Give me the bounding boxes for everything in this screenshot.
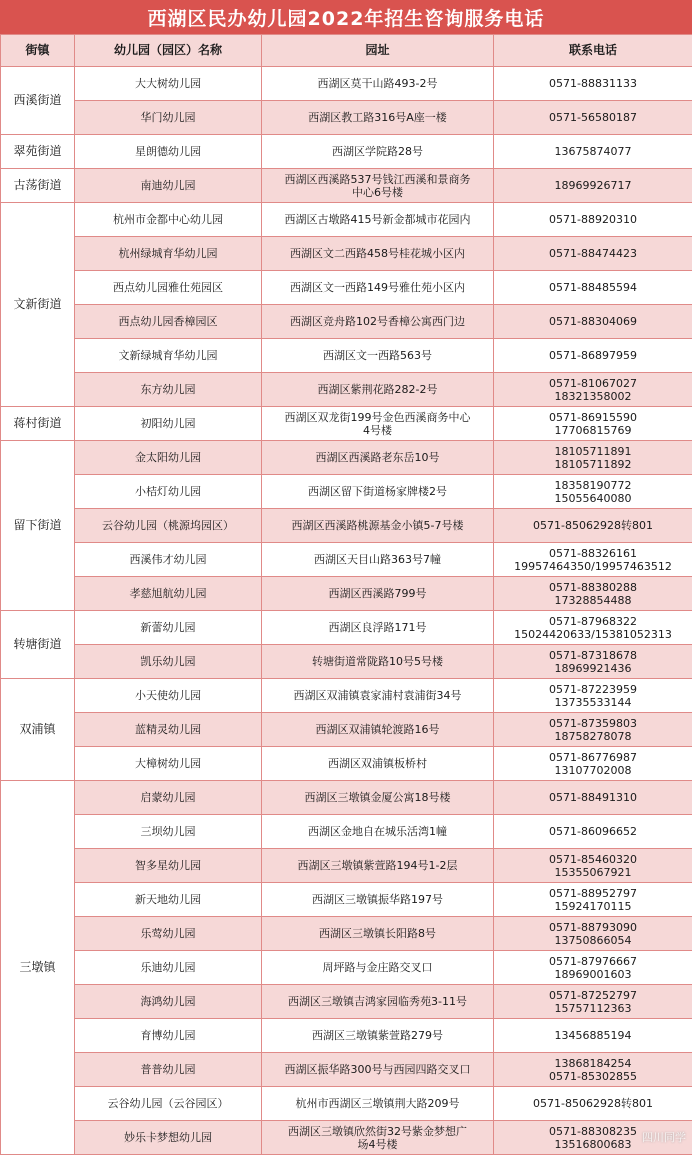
header-kindergarten: 幼儿园（园区）名称 [75, 35, 262, 67]
phone-number: 0571-87252797 [549, 988, 637, 1002]
address-cell [262, 883, 494, 917]
table-row [1, 509, 692, 543]
table-body [1, 67, 692, 1155]
address-line: 4号楼 [363, 423, 392, 437]
phone-cell [494, 543, 692, 577]
kindergarten-name-cell: 孝慈旭航幼儿园 [75, 577, 262, 611]
phone-number: 0571-88485594 [549, 281, 637, 294]
phone-cell [494, 747, 692, 781]
phone-number: 0571-88380288 [549, 580, 637, 594]
address-line: 西湖区文一西路149号雅仕苑小区内 [290, 281, 465, 294]
phone-cell [494, 611, 692, 645]
phone-number: 15355067921 [554, 865, 632, 879]
phone-cell [494, 373, 692, 407]
phone-number: 0571-87318678 [549, 648, 637, 662]
address-line: 西湖区三墩镇欣然街32号紫金梦想广 [288, 1124, 467, 1138]
phone-number: 0571-88952797 [549, 886, 637, 900]
phone-number: 0571-85460320 [549, 852, 637, 866]
phone-cell [494, 101, 692, 135]
phone-cell [494, 169, 692, 203]
address-line: 西湖区西溪路桃源基金小镇5-7号楼 [291, 519, 464, 532]
address-line: 中心6号楼 [352, 185, 403, 199]
kindergarten-name-cell: 凯乐幼儿园 [75, 645, 262, 679]
table-row [1, 747, 692, 781]
address-cell [262, 67, 494, 101]
address-cell [262, 917, 494, 951]
table-row [1, 305, 692, 339]
address-line: 西湖区文二西路458号桂花城小区内 [290, 247, 465, 260]
address-line: 周坪路与金庄路交叉口 [322, 961, 433, 974]
table-row [1, 577, 692, 611]
kindergarten-name-cell: 云谷幼儿园（桃源坞园区） [75, 509, 262, 543]
phone-number: 18105711892 [554, 457, 632, 471]
phone-number: 0571-88920310 [549, 213, 637, 226]
table-row [1, 679, 692, 713]
street-cell: 蒋村街道 [1, 407, 75, 441]
phone-number: 0571-88308235 [549, 1124, 637, 1138]
kindergarten-name-cell: 东方幼儿园 [75, 373, 262, 407]
kindergarten-name-cell: 云谷幼儿园（云谷园区） [75, 1087, 262, 1121]
table-row [1, 67, 692, 101]
address-line: 西湖区良浮路171号 [328, 621, 427, 634]
phone-number: 17706815769 [554, 423, 632, 437]
address-line: 西湖区三墩镇紫萱路279号 [312, 1029, 443, 1042]
address-cell [262, 407, 494, 441]
table-row [1, 781, 692, 815]
phone-number: 19957464350/19957463512 [514, 559, 672, 573]
kindergarten-name-cell: 育博幼儿园 [75, 1019, 262, 1053]
kindergarten-name-cell: 大大树幼儿园 [75, 67, 262, 101]
phone-cell [494, 475, 692, 509]
table-row [1, 441, 692, 475]
phone-number: 18758278078 [554, 729, 632, 743]
phone-number: 13750866054 [554, 933, 632, 947]
address-cell [262, 271, 494, 305]
phone-cell [494, 237, 692, 271]
address-cell [262, 441, 494, 475]
address-cell [262, 543, 494, 577]
phone-cell [494, 917, 692, 951]
address-cell [262, 747, 494, 781]
table-row [1, 815, 692, 849]
address-line: 西湖区金地自在城乐活湾1幢 [308, 825, 447, 838]
table-row [1, 1121, 692, 1155]
phone-number: 0571-87359803 [549, 716, 637, 730]
phone-number: 15055640080 [554, 491, 632, 505]
address-cell [262, 169, 494, 203]
address-cell [262, 475, 494, 509]
phone-number: 0571-81067027 [549, 376, 637, 390]
street-cell: 西溪街道 [1, 67, 75, 135]
street-cell: 转塘街道 [1, 611, 75, 679]
street-cell: 留下街道 [1, 441, 75, 611]
address-cell [262, 101, 494, 135]
address-line: 西湖区学院路28号 [332, 145, 423, 158]
phone-cell [494, 509, 692, 543]
address-cell [262, 577, 494, 611]
address-line: 西湖区双龙街199号金色西溪商务中心 [284, 410, 471, 424]
phone-cell [494, 679, 692, 713]
address-cell [262, 1121, 494, 1155]
phone-number: 13868184254 [554, 1056, 632, 1070]
address-cell [262, 237, 494, 271]
phone-number: 0571-86915590 [549, 410, 637, 424]
phone-number: 18358190772 [554, 478, 632, 492]
address-line: 西湖区竞舟路102号香樟公寓西门边 [290, 315, 465, 328]
phone-number: 0571-85302855 [549, 1069, 637, 1083]
phone-number: 13516800683 [554, 1137, 632, 1151]
table-row [1, 407, 692, 441]
address-line: 西湖区西溪路老东岳10号 [315, 451, 440, 464]
address-cell [262, 305, 494, 339]
kindergarten-name-cell: 小天使幼儿园 [75, 679, 262, 713]
phone-cell [494, 645, 692, 679]
phone-number: 15757112363 [554, 1001, 632, 1015]
phone-number: 0571-88831133 [549, 77, 637, 90]
phone-cell [494, 305, 692, 339]
watermark: 四川同学 [642, 1131, 686, 1144]
address-cell [262, 815, 494, 849]
kindergarten-name-cell: 乐莺幼儿园 [75, 917, 262, 951]
phone-cell [494, 713, 692, 747]
kindergarten-name-cell: 新蕾幼儿园 [75, 611, 262, 645]
address-cell [262, 1087, 494, 1121]
phone-number: 0571-86096652 [549, 825, 637, 838]
address-line: 西湖区紫荆花路282-2号 [317, 383, 438, 396]
table-row [1, 645, 692, 679]
kindergarten-name-cell: 华门幼儿园 [75, 101, 262, 135]
phone-number: 0571-88491310 [549, 791, 637, 804]
phone-number: 0571-88474423 [549, 247, 637, 260]
kindergarten-name-cell: 小桔灯幼儿园 [75, 475, 262, 509]
address-cell [262, 611, 494, 645]
phone-number: 13107702008 [554, 763, 632, 777]
phone-number: 0571-86776987 [549, 750, 637, 764]
address-cell [262, 951, 494, 985]
phone-cell [494, 271, 692, 305]
phone-number: 15924170115 [554, 899, 632, 913]
address-line: 西湖区振华路300号与西园四路交叉口 [284, 1063, 471, 1076]
kindergarten-name-cell: 西溪伟才幼儿园 [75, 543, 262, 577]
phone-number: 17328854488 [554, 593, 632, 607]
kindergarten-name-cell: 杭州绿城育华幼儿园 [75, 237, 262, 271]
address-line: 西湖区双浦镇轮渡路16号 [315, 723, 440, 736]
address-cell [262, 645, 494, 679]
address-cell [262, 713, 494, 747]
document-title: 西湖区民办幼儿园2022年招生咨询服务电话 [0, 0, 692, 34]
table-row [1, 1019, 692, 1053]
phone-cell [494, 883, 692, 917]
phone-number: 0571-88326161 [549, 546, 637, 560]
address-line: 西湖区文一西路563号 [323, 349, 432, 362]
street-cell: 双浦镇 [1, 679, 75, 781]
table-row [1, 883, 692, 917]
header-address: 园址 [262, 35, 494, 67]
address-line: 杭州市西湖区三墩镇荆大路209号 [295, 1097, 460, 1110]
kindergarten-name-cell: 普普幼儿园 [75, 1053, 262, 1087]
table-row [1, 101, 692, 135]
table-row [1, 339, 692, 373]
street-cell: 古荡街道 [1, 169, 75, 203]
table-row [1, 475, 692, 509]
address-line: 西湖区古墩路415号新金都城市花园内 [284, 213, 471, 226]
phone-cell [494, 1087, 692, 1121]
phone-number: 18969001603 [554, 967, 632, 981]
phone-cell [494, 339, 692, 373]
kindergarten-name-cell: 海鸿幼儿园 [75, 985, 262, 1019]
address-cell [262, 849, 494, 883]
table-row [1, 271, 692, 305]
kindergarten-name-cell: 西点幼儿园雅仕苑园区 [75, 271, 262, 305]
address-cell [262, 1053, 494, 1087]
address-line: 西湖区天目山路363号7幢 [314, 553, 441, 566]
street-cell: 三墩镇 [1, 781, 75, 1155]
phone-number: 0571-87223959 [549, 682, 637, 696]
address-line: 场4号楼 [357, 1137, 398, 1151]
phone-number: 0571-87976667 [549, 954, 637, 968]
kindergarten-name-cell: 星朗德幼儿园 [75, 135, 262, 169]
address-line: 西湖区三墩镇金厦公寓18号楼 [304, 791, 451, 804]
phone-number: 15024420633/15381052313 [514, 627, 672, 641]
kindergarten-name-cell: 杭州市金都中心幼儿园 [75, 203, 262, 237]
phone-cell [494, 1019, 692, 1053]
phone-number: 0571-87968322 [549, 614, 637, 628]
address-cell [262, 339, 494, 373]
table-row [1, 135, 692, 169]
table-row [1, 203, 692, 237]
header-street: 街镇 [1, 35, 75, 67]
kindergarten-table [0, 34, 692, 1155]
address-line: 西湖区三墩镇长阳路8号 [319, 927, 436, 940]
phone-cell [494, 951, 692, 985]
table-row [1, 985, 692, 1019]
phone-cell [494, 441, 692, 475]
table-header-row [1, 35, 692, 67]
kindergarten-name-cell: 蓝精灵幼儿园 [75, 713, 262, 747]
header-phone: 联系电话 [494, 35, 692, 67]
kindergarten-name-cell: 智多星幼儿园 [75, 849, 262, 883]
phone-number: 0571-85062928转801 [533, 519, 653, 532]
phone-number: 18969921436 [554, 661, 632, 675]
phone-cell [494, 577, 692, 611]
phone-number: 0571-85062928转801 [533, 1097, 653, 1110]
address-line: 西湖区教工路316号A座一楼 [308, 111, 447, 124]
table-row [1, 917, 692, 951]
phone-cell [494, 135, 692, 169]
table-row [1, 373, 692, 407]
table-row [1, 169, 692, 203]
kindergarten-name-cell: 三坝幼儿园 [75, 815, 262, 849]
phone-cell [494, 849, 692, 883]
phone-cell [494, 815, 692, 849]
phone-cell [494, 203, 692, 237]
kindergarten-name-cell: 乐迪幼儿园 [75, 951, 262, 985]
table-row [1, 1053, 692, 1087]
address-cell [262, 203, 494, 237]
address-cell [262, 985, 494, 1019]
phone-number: 13735533144 [554, 695, 632, 709]
address-line: 西湖区三墩镇振华路197号 [312, 893, 443, 906]
address-cell [262, 679, 494, 713]
phone-number: 13675874077 [554, 145, 632, 158]
phone-number: 0571-88304069 [549, 315, 637, 328]
kindergarten-name-cell: 文新绿城育华幼儿园 [75, 339, 262, 373]
phone-number: 18321358002 [554, 389, 632, 403]
address-cell [262, 1019, 494, 1053]
phone-number: 0571-86897959 [549, 349, 637, 362]
phone-number: 0571-88793090 [549, 920, 637, 934]
phone-number: 0571-56580187 [549, 111, 637, 124]
address-cell [262, 509, 494, 543]
table-row [1, 713, 692, 747]
phone-number: 18969926717 [554, 179, 632, 192]
kindergarten-name-cell: 金太阳幼儿园 [75, 441, 262, 475]
table-row [1, 1087, 692, 1121]
table-row [1, 543, 692, 577]
address-cell [262, 781, 494, 815]
address-line: 西湖区莫干山路493-2号 [317, 77, 438, 90]
address-line: 西湖区留下街道杨家牌楼2号 [308, 485, 447, 498]
address-line: 西湖区双浦镇板桥村 [328, 757, 427, 770]
kindergarten-name-cell: 启蒙幼儿园 [75, 781, 262, 815]
address-line: 西湖区三墩镇吉鸿家园临秀苑3-11号 [288, 995, 467, 1008]
address-line: 西湖区双浦镇袁家浦村袁浦街34号 [293, 689, 462, 702]
address-line: 西湖区西溪路537号钱江西溪和景商务 [284, 172, 471, 186]
kindergarten-name-cell: 大樟树幼儿园 [75, 747, 262, 781]
table-row [1, 951, 692, 985]
table-row [1, 237, 692, 271]
phone-cell [494, 781, 692, 815]
kindergarten-name-cell: 新天地幼儿园 [75, 883, 262, 917]
phone-number: 13456885194 [554, 1029, 632, 1042]
kindergarten-name-cell: 妙乐卡梦想幼儿园 [75, 1121, 262, 1155]
phone-cell [494, 985, 692, 1019]
table-row [1, 849, 692, 883]
phone-cell [494, 1053, 692, 1087]
address-line: 西湖区西溪路799号 [328, 587, 427, 600]
street-cell: 文新街道 [1, 203, 75, 407]
phone-cell [494, 407, 692, 441]
kindergarten-name-cell: 初阳幼儿园 [75, 407, 262, 441]
table-row [1, 611, 692, 645]
kindergarten-name-cell: 南迪幼儿园 [75, 169, 262, 203]
phone-number: 18105711891 [554, 444, 632, 458]
address-cell [262, 135, 494, 169]
phone-cell [494, 67, 692, 101]
address-line: 转塘街道常陇路10号5号楼 [312, 655, 443, 668]
street-cell: 翠苑街道 [1, 135, 75, 169]
kindergarten-name-cell: 西点幼儿园香樟园区 [75, 305, 262, 339]
address-cell [262, 373, 494, 407]
address-line: 西湖区三墩镇紫萱路194号1-2层 [297, 859, 458, 872]
